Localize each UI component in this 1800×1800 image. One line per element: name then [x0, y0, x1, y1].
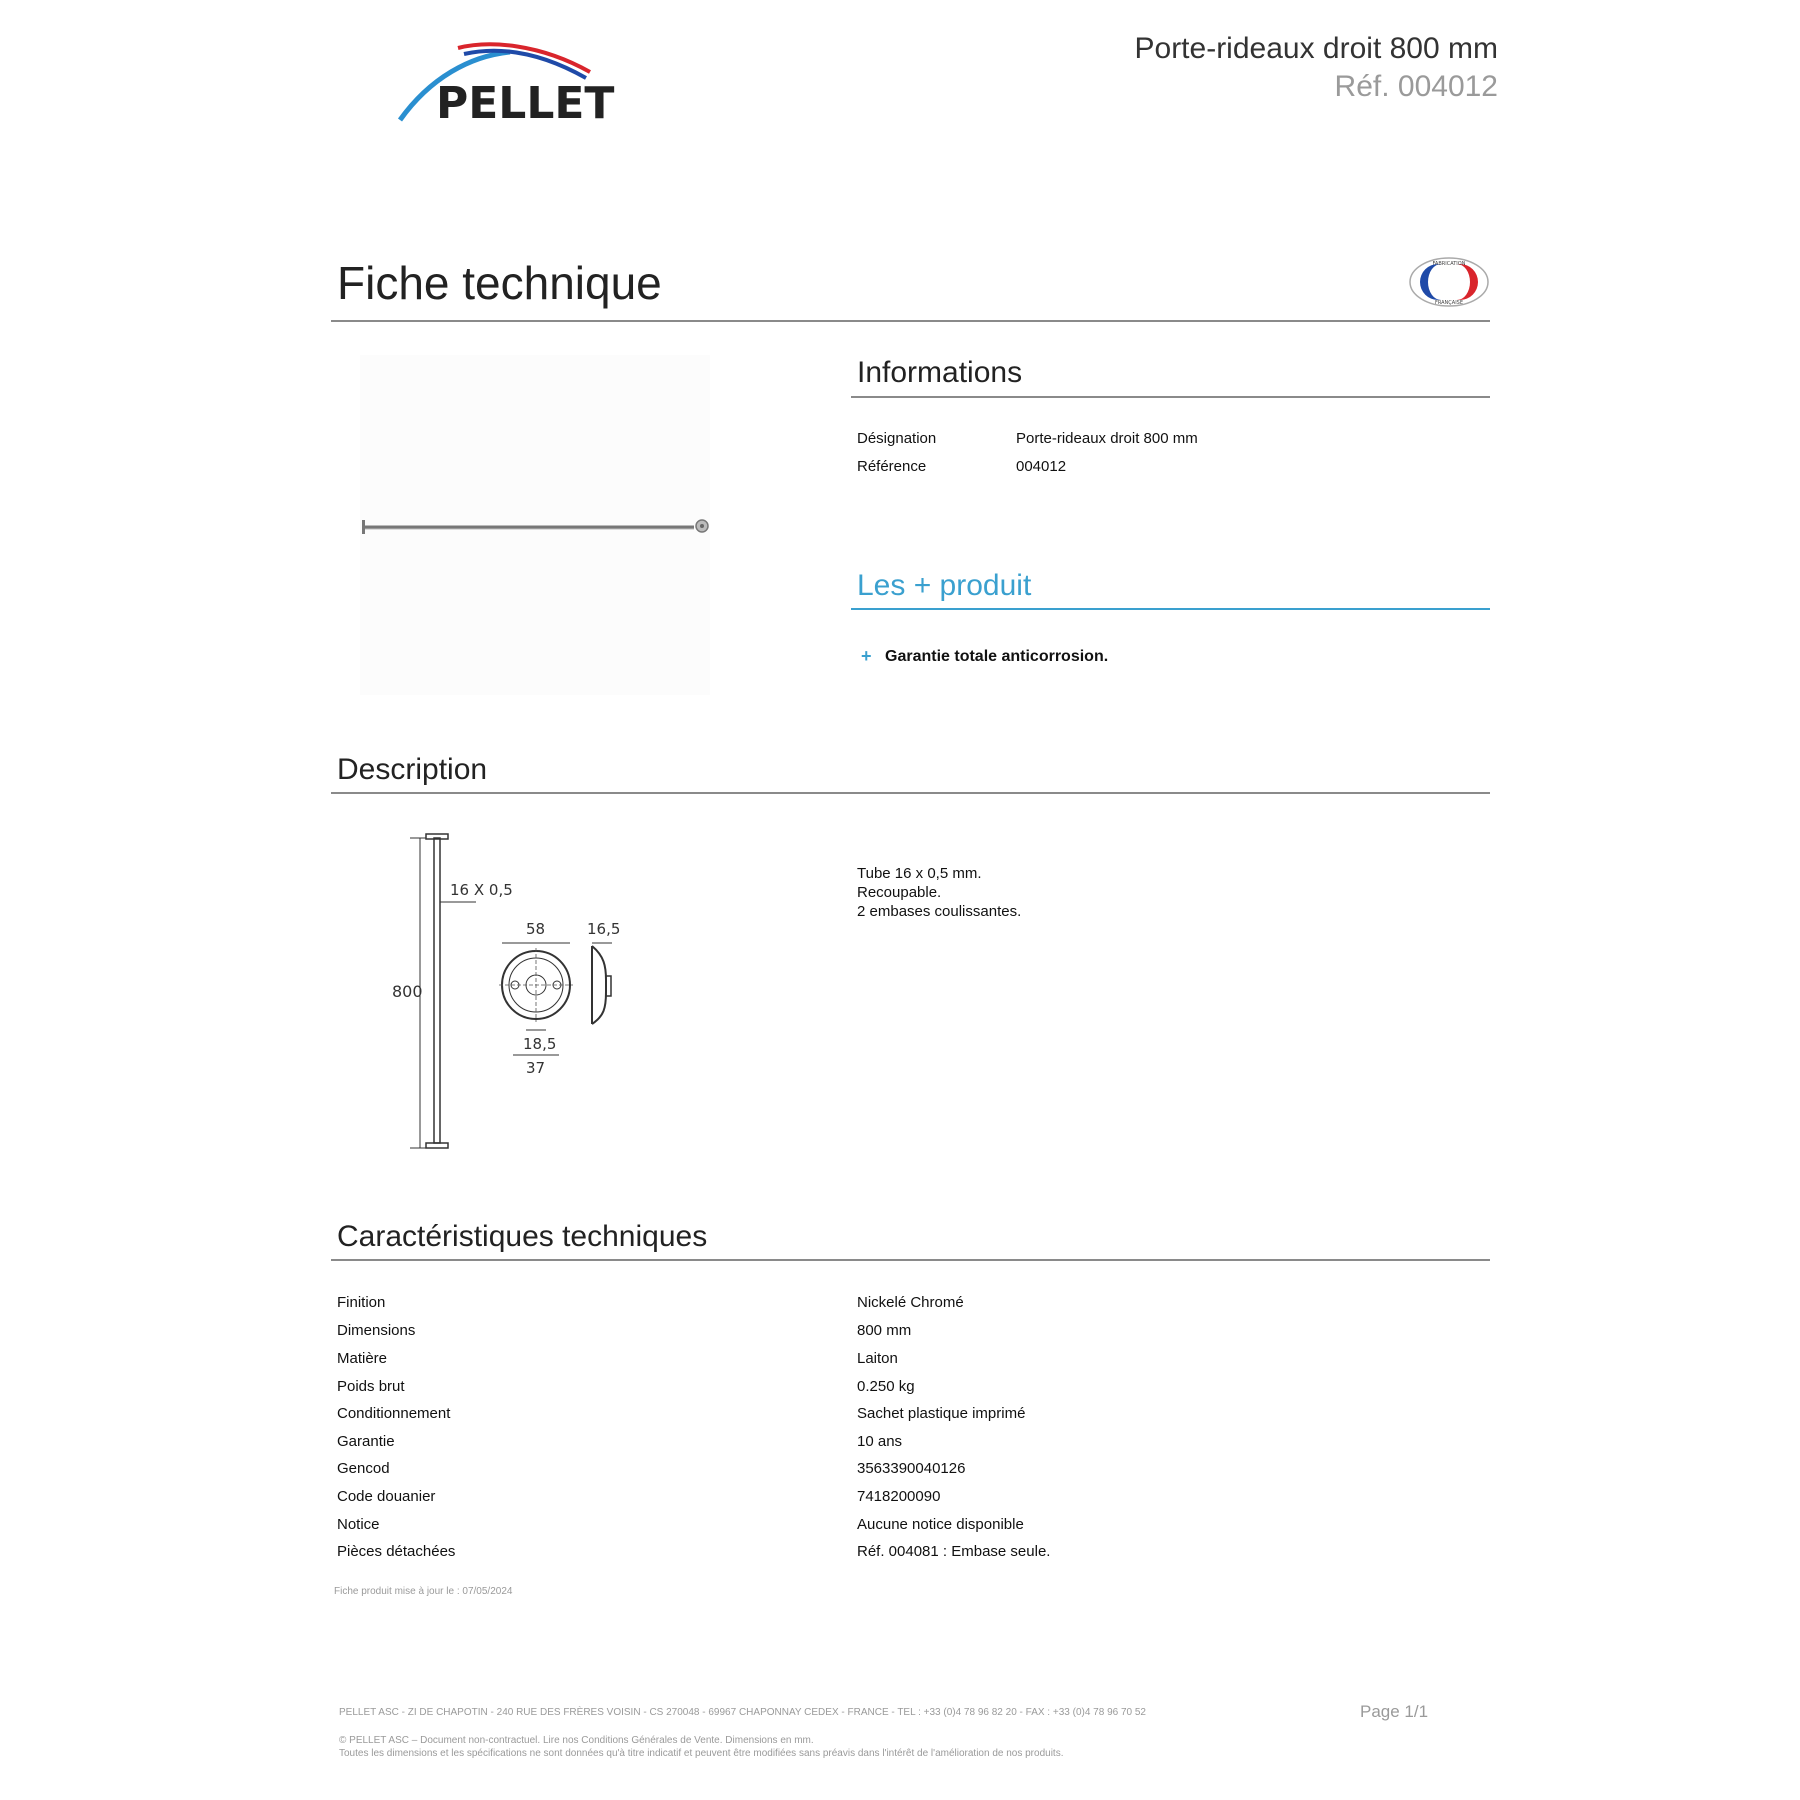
spec-row — [337, 1322, 1487, 1350]
plus-bullet-icon: + — [861, 646, 872, 666]
specs-divider — [331, 1259, 1490, 1261]
title-divider — [331, 320, 1490, 322]
update-note: Fiche produit mise à jour le : 07/05/2024 — [334, 1586, 513, 1597]
spec-row — [337, 1460, 1487, 1488]
description-heading: Description — [337, 753, 488, 786]
dim-base-depth-label: 16,5 — [587, 920, 621, 938]
page-title: Fiche technique — [337, 257, 662, 309]
spec-label: Garantie — [337, 1433, 395, 1450]
product-image — [360, 355, 710, 695]
spec-label: Dimensions — [337, 1322, 416, 1339]
designation-value: Porte-rideaux droit 800 mm — [1016, 430, 1198, 447]
spec-row — [337, 1433, 1487, 1461]
spec-label: Matière — [337, 1350, 388, 1367]
spec-row — [337, 1488, 1487, 1516]
badge-top-text: FABRICATION — [1432, 261, 1466, 267]
dim-length-label: 800 — [392, 982, 423, 1001]
spec-label: Finition — [337, 1294, 386, 1311]
footer-address: PELLET ASC - ZI DE CHAPOTIN - 240 RUE DES FRÈRES VOISIN - CS 270048 - 69967 CHAPONNAY CEDEX - FRANCE - TEL : +33 (0)4 78 96 82 20 - FAX : +33 (0)4 78 96 70 52 — [339, 1707, 1146, 1718]
specs-heading: Caractéristiques techniques — [337, 1220, 708, 1253]
dim-base-diameter-label: 58 — [526, 920, 546, 938]
spec-value: 0.250 kg — [857, 1378, 915, 1395]
spec-value: Nickelé Chromé — [857, 1294, 964, 1311]
description-line-3: 2 embases coulissantes. — [857, 903, 1022, 920]
product-reference: Réf. 004012 — [1334, 70, 1498, 103]
spec-row — [337, 1294, 1487, 1322]
spec-label: Gencod — [337, 1460, 390, 1477]
designation-label: Désignation — [857, 430, 937, 447]
advantage-item: Garantie totale anticorrosion. — [885, 648, 1109, 665]
dim-hole-spacing-label: 37 — [526, 1059, 546, 1077]
spec-value: Réf. 004081 : Embase seule. — [857, 1543, 1051, 1560]
description-line-1: Tube 16 x 0,5 mm. — [857, 865, 982, 882]
spec-label: Poids brut — [337, 1378, 405, 1395]
spec-value: Aucune notice disponible — [857, 1516, 1024, 1533]
technical-drawing — [380, 830, 640, 1155]
informations-heading: Informations — [857, 356, 1023, 389]
spec-value: 10 ans — [857, 1433, 903, 1450]
advantages-heading: Les + produit — [857, 569, 1032, 602]
spec-label: Notice — [337, 1516, 380, 1533]
product-title: Porte-rideaux droit 800 mm — [1134, 32, 1498, 65]
spec-label: Conditionnement — [337, 1405, 451, 1422]
spec-label: Code douanier — [337, 1488, 436, 1505]
advantages-divider — [851, 608, 1490, 610]
spec-row — [337, 1350, 1487, 1378]
spec-row — [337, 1543, 1487, 1571]
spec-value: Sachet plastique imprimé — [857, 1405, 1026, 1422]
dim-tube-label: 16 X 0,5 — [450, 881, 513, 899]
spec-value: Laiton — [857, 1350, 898, 1367]
spec-value: 3563390040126 — [857, 1460, 966, 1477]
reference-label: Référence — [857, 458, 927, 475]
brand-name: PELLET — [436, 78, 615, 128]
footer-legal-1: © PELLET ASC – Document non-contractuel. Lire nos Conditions Générales de Vente. Dimensions en mm. — [339, 1735, 814, 1746]
footer-legal-2: Toutes les dimensions et les spécifications ne sont données qu'à titre indicatif et peuvent être modifiées sans préavis dans l'intérêt de l'amélioration de nos produits. — [339, 1748, 1064, 1759]
description-line-2: Recoupable. — [857, 884, 942, 901]
spec-row — [337, 1405, 1487, 1433]
spec-label: Pièces détachées — [337, 1543, 456, 1560]
informations-divider — [851, 396, 1490, 398]
badge-bottom-text: FRANÇAISE — [1434, 300, 1464, 306]
page-number: Page 1/1 — [1360, 1702, 1429, 1721]
made-in-france-badge — [1408, 256, 1490, 308]
description-divider — [331, 792, 1490, 794]
dim-inner-diameter-label: 18,5 — [523, 1035, 557, 1053]
spec-value: 7418200090 — [857, 1488, 941, 1505]
brand-logo — [390, 38, 640, 128]
spec-row — [337, 1378, 1487, 1406]
spec-row — [337, 1516, 1487, 1544]
spec-value: 800 mm — [857, 1322, 912, 1339]
reference-value: 004012 — [1016, 458, 1067, 475]
